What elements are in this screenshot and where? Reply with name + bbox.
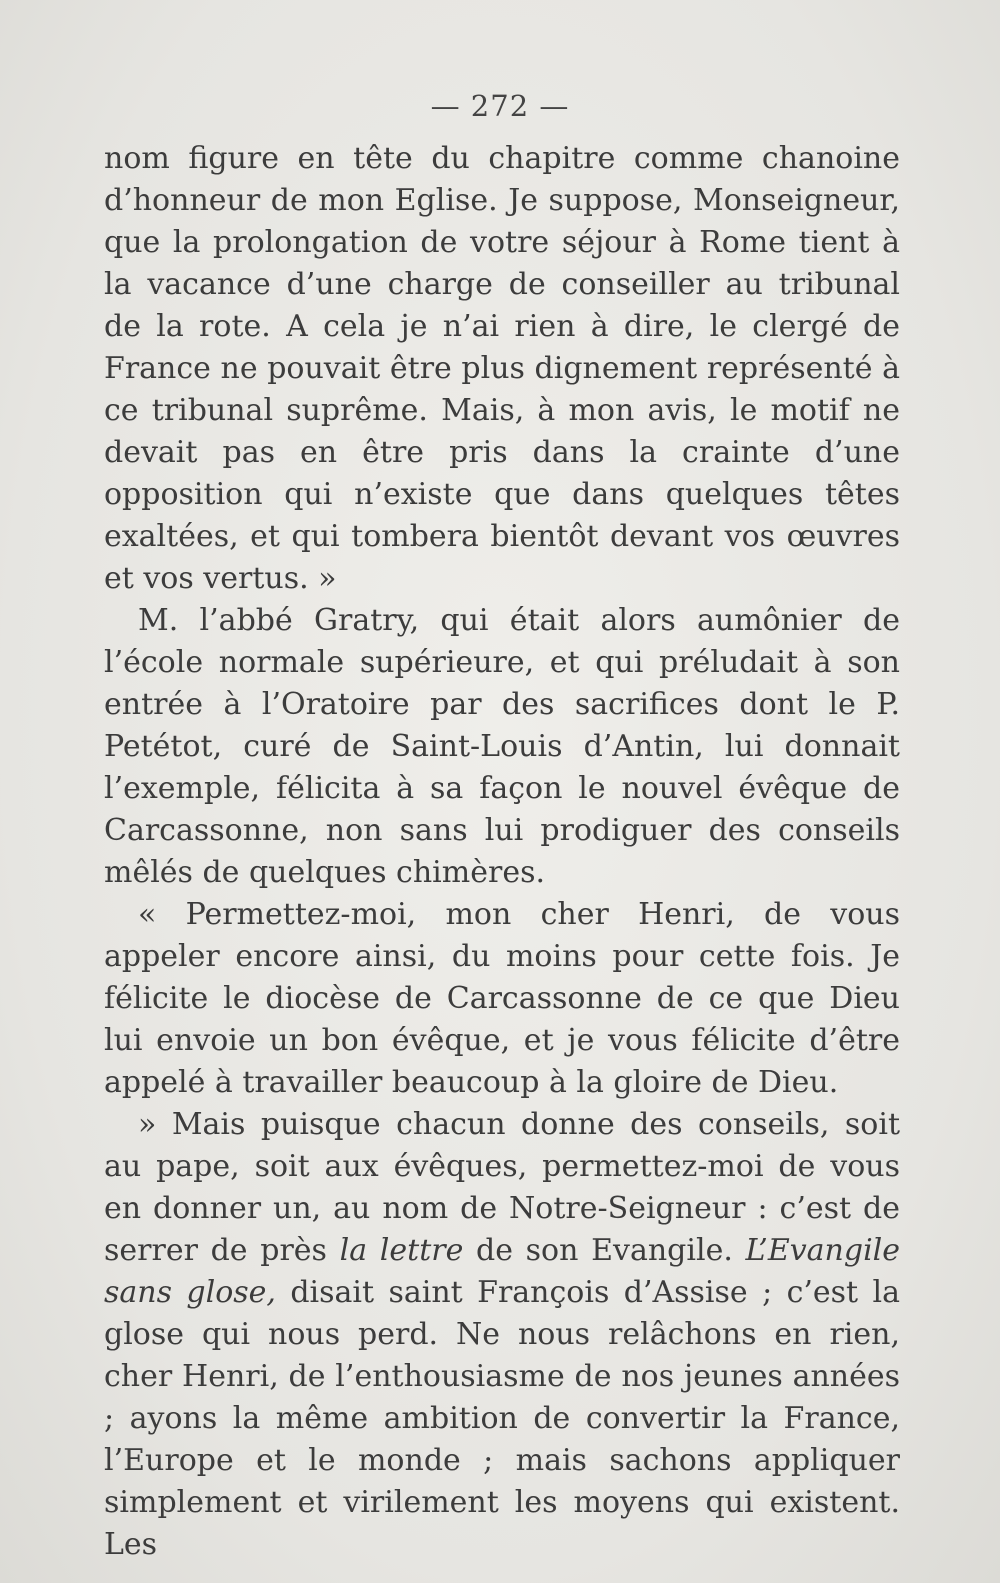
paragraph-4-italic-la-lettre: la lettre [339, 1233, 464, 1268]
paragraph-4-text-b: de son Evangile. [463, 1233, 746, 1268]
body-text [104, 138, 900, 1566]
paragraph-3 [104, 894, 900, 1104]
paragraph-4 [104, 1104, 900, 1566]
paragraph-4-italic-evangile-sans-glose: L’Evangile sans glose, [104, 1233, 901, 1310]
paragraph-2 [104, 600, 900, 894]
paragraph-4-text-a: » Mais puisque chacun donne des conseils, soit au pape, soit aux évêques, permettez-moi de vous en donner un, au nom de Notre-Seigneur : c’est de serrer de près [104, 1107, 900, 1268]
paragraph-2-text: M. l’abbé Gratry, qui était alors aumônier de l’école normale supérieure, et qui préludait à son entrée à l’Oratoire par des sacrifices dont le P. Petétot, curé de Saint-Louis d’Antin, lui donnait l’exemple, félicita à sa façon le nouvel évêque de Carcassonne, non sans lui prodiguer des conseils mêlés de quelques chimères. [104, 603, 900, 890]
page-number: — 272 — [430, 89, 570, 123]
paragraph-3-text: « Permettez-moi, mon cher Henri, de vous appeler encore ainsi, du moins pour cette fois. Je félicite le diocèse de Carcassonne de ce que Dieu lui envoie un bon évêque, et je vous félicite d’être appelé à travailler beaucoup à la gloire de Dieu. [104, 897, 900, 1100]
paragraph-4-text-c: disait saint François d’Assise ; c’est la glose qui nous perd. Ne nous relâchons en rien, cher Henri, de l’enthousiasme de nos jeunes années ; ayons la même ambition de convertir la France, l’Europe et le monde ; mais sachons appliquer simplement et virilement les moyens qui existent. Les [104, 1275, 900, 1562]
paragraph-1-text: nom figure en tête du chapitre comme chanoine d’honneur de mon Eglise. Je suppose, Monseigneur, que la prolongation de votre séjour à Rome tient à la vacance d’une charge de conseiller au tribunal de la rote. A cela je n’ai rien à dire, le clergé de France ne pouvait être plus dignement représenté à ce tribunal suprême. Mais, à mon avis, le motif ne devait pas en être pris dans la crainte d’une opposition qui n’existe que dans quelques têtes exaltées, et qui tombera bientôt devant vos œuvres et vos vertus. » [104, 141, 900, 596]
paragraph-1 [104, 138, 900, 600]
